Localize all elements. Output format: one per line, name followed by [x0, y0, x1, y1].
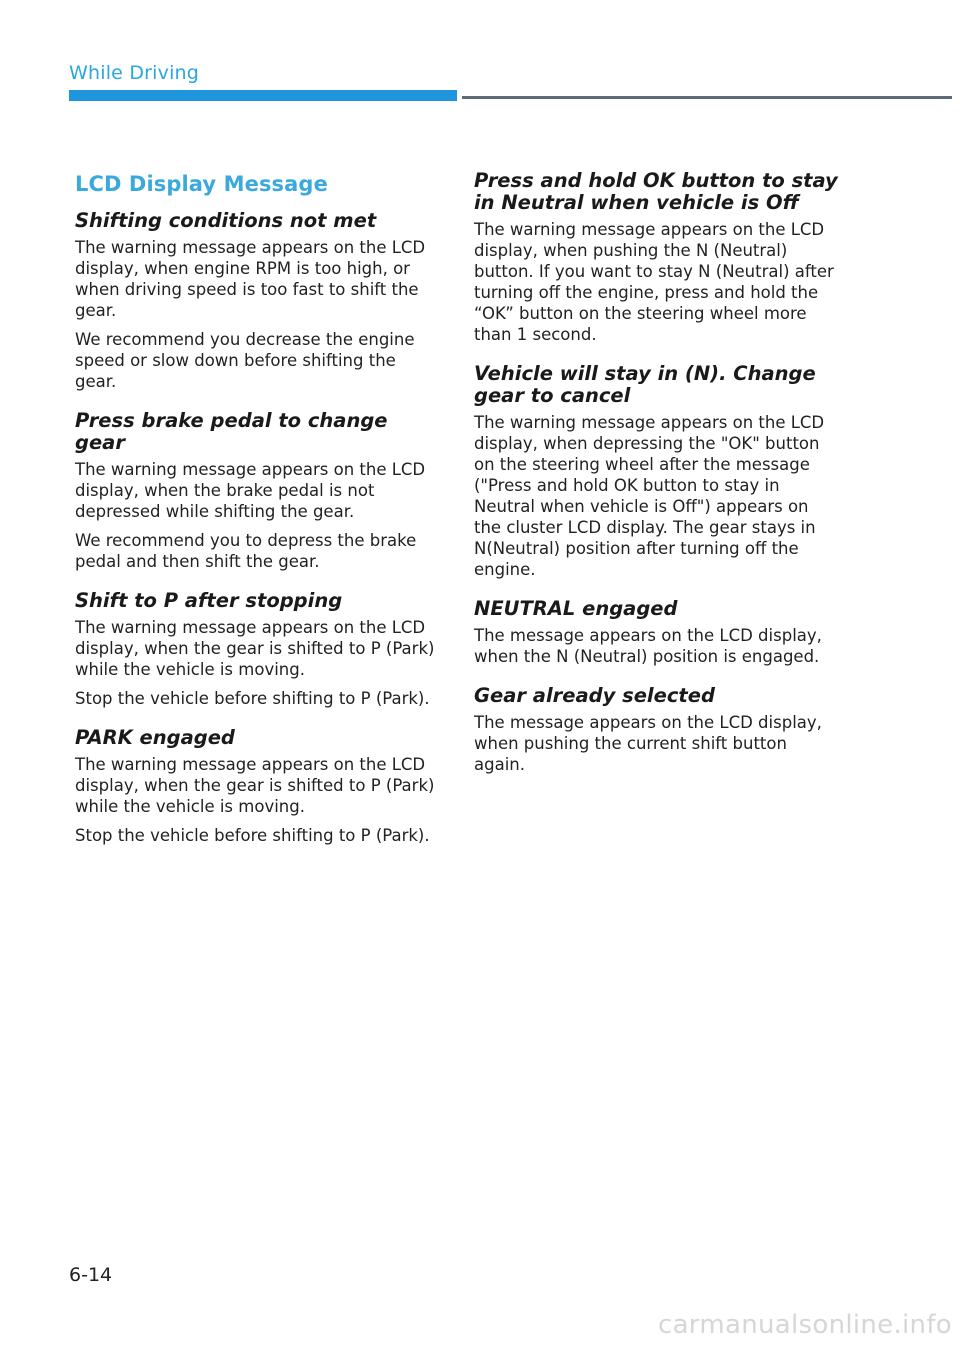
message-heading: Shift to P after stopping [75, 589, 343, 612]
paragraph: We recommend you to depress the brake pedal and then shift the gear. [75, 531, 417, 571]
header-rule-accent [69, 90, 457, 101]
paragraph: The warning message appears on the LCD display, when pushing the N (Neutral) button. If you want to stay N (Neutral) after turning off the engine, press and hold the “OK” button on the steering wheel more than 1 second. [474, 220, 834, 344]
right-column [474, 170, 839, 793]
paragraph: The warning message appears on the LCD display, when the gear is shifted to P (Park) while the vehicle is moving. [75, 755, 435, 816]
paragraph: The warning message appears on the LCD display, when the brake pedal is not depressed while shifting the gear. [75, 460, 426, 521]
paragraph: Stop the vehicle before shifting to P (Park). [75, 826, 430, 845]
watermark: carmanualsonline.info [657, 1310, 952, 1340]
page-number: 6-14 [69, 1264, 113, 1286]
message-block [474, 685, 839, 775]
header-rule [462, 96, 952, 99]
paragraph: The message appears on the LCD display, when pushing the current shift button again. [474, 713, 822, 774]
paragraph: The message appears on the LCD display, when the N (Neutral) position is engaged. [474, 626, 822, 666]
message-heading: PARK engaged [75, 726, 235, 749]
message-heading: Shifting conditions not met [75, 209, 377, 232]
paragraph: The warning message appears on the LCD display, when depressing the "OK" button on the steering wheel after the message ("Press and hold OK button to stay in Neutral when vehicle is Off") appears on the cluster LCD display. The gear stays in N(Neutral) position after turning off the engine. [474, 413, 825, 579]
message-block [75, 210, 440, 392]
message-block [474, 363, 839, 580]
message-heading: NEUTRAL engaged [474, 597, 678, 620]
paragraph: The warning message appears on the LCD display, when engine RPM is too high, or when driving speed is too fast to shift the gear. [75, 238, 426, 320]
left-column [75, 170, 440, 864]
message-block [75, 727, 440, 846]
message-block [474, 170, 839, 345]
message-block [474, 598, 839, 667]
message-block [75, 410, 440, 572]
running-head: While Driving [69, 62, 200, 84]
message-block [75, 590, 440, 709]
message-heading: Press and hold OK button to stay in Neutral when vehicle is Off [474, 169, 838, 214]
message-heading: Vehicle will stay in (N). Change gear to cancel [474, 362, 816, 407]
message-heading: Press brake pedal to change gear [75, 409, 388, 454]
section-title: LCD Display Message [75, 172, 328, 196]
paragraph: Stop the vehicle before shifting to P (Park). [75, 689, 430, 708]
paragraph: We recommend you decrease the engine speed or slow down before shifting the gear. [75, 330, 415, 391]
message-heading: Gear already selected [474, 684, 715, 707]
paragraph: The warning message appears on the LCD display, when the gear is shifted to P (Park) while the vehicle is moving. [75, 618, 435, 679]
